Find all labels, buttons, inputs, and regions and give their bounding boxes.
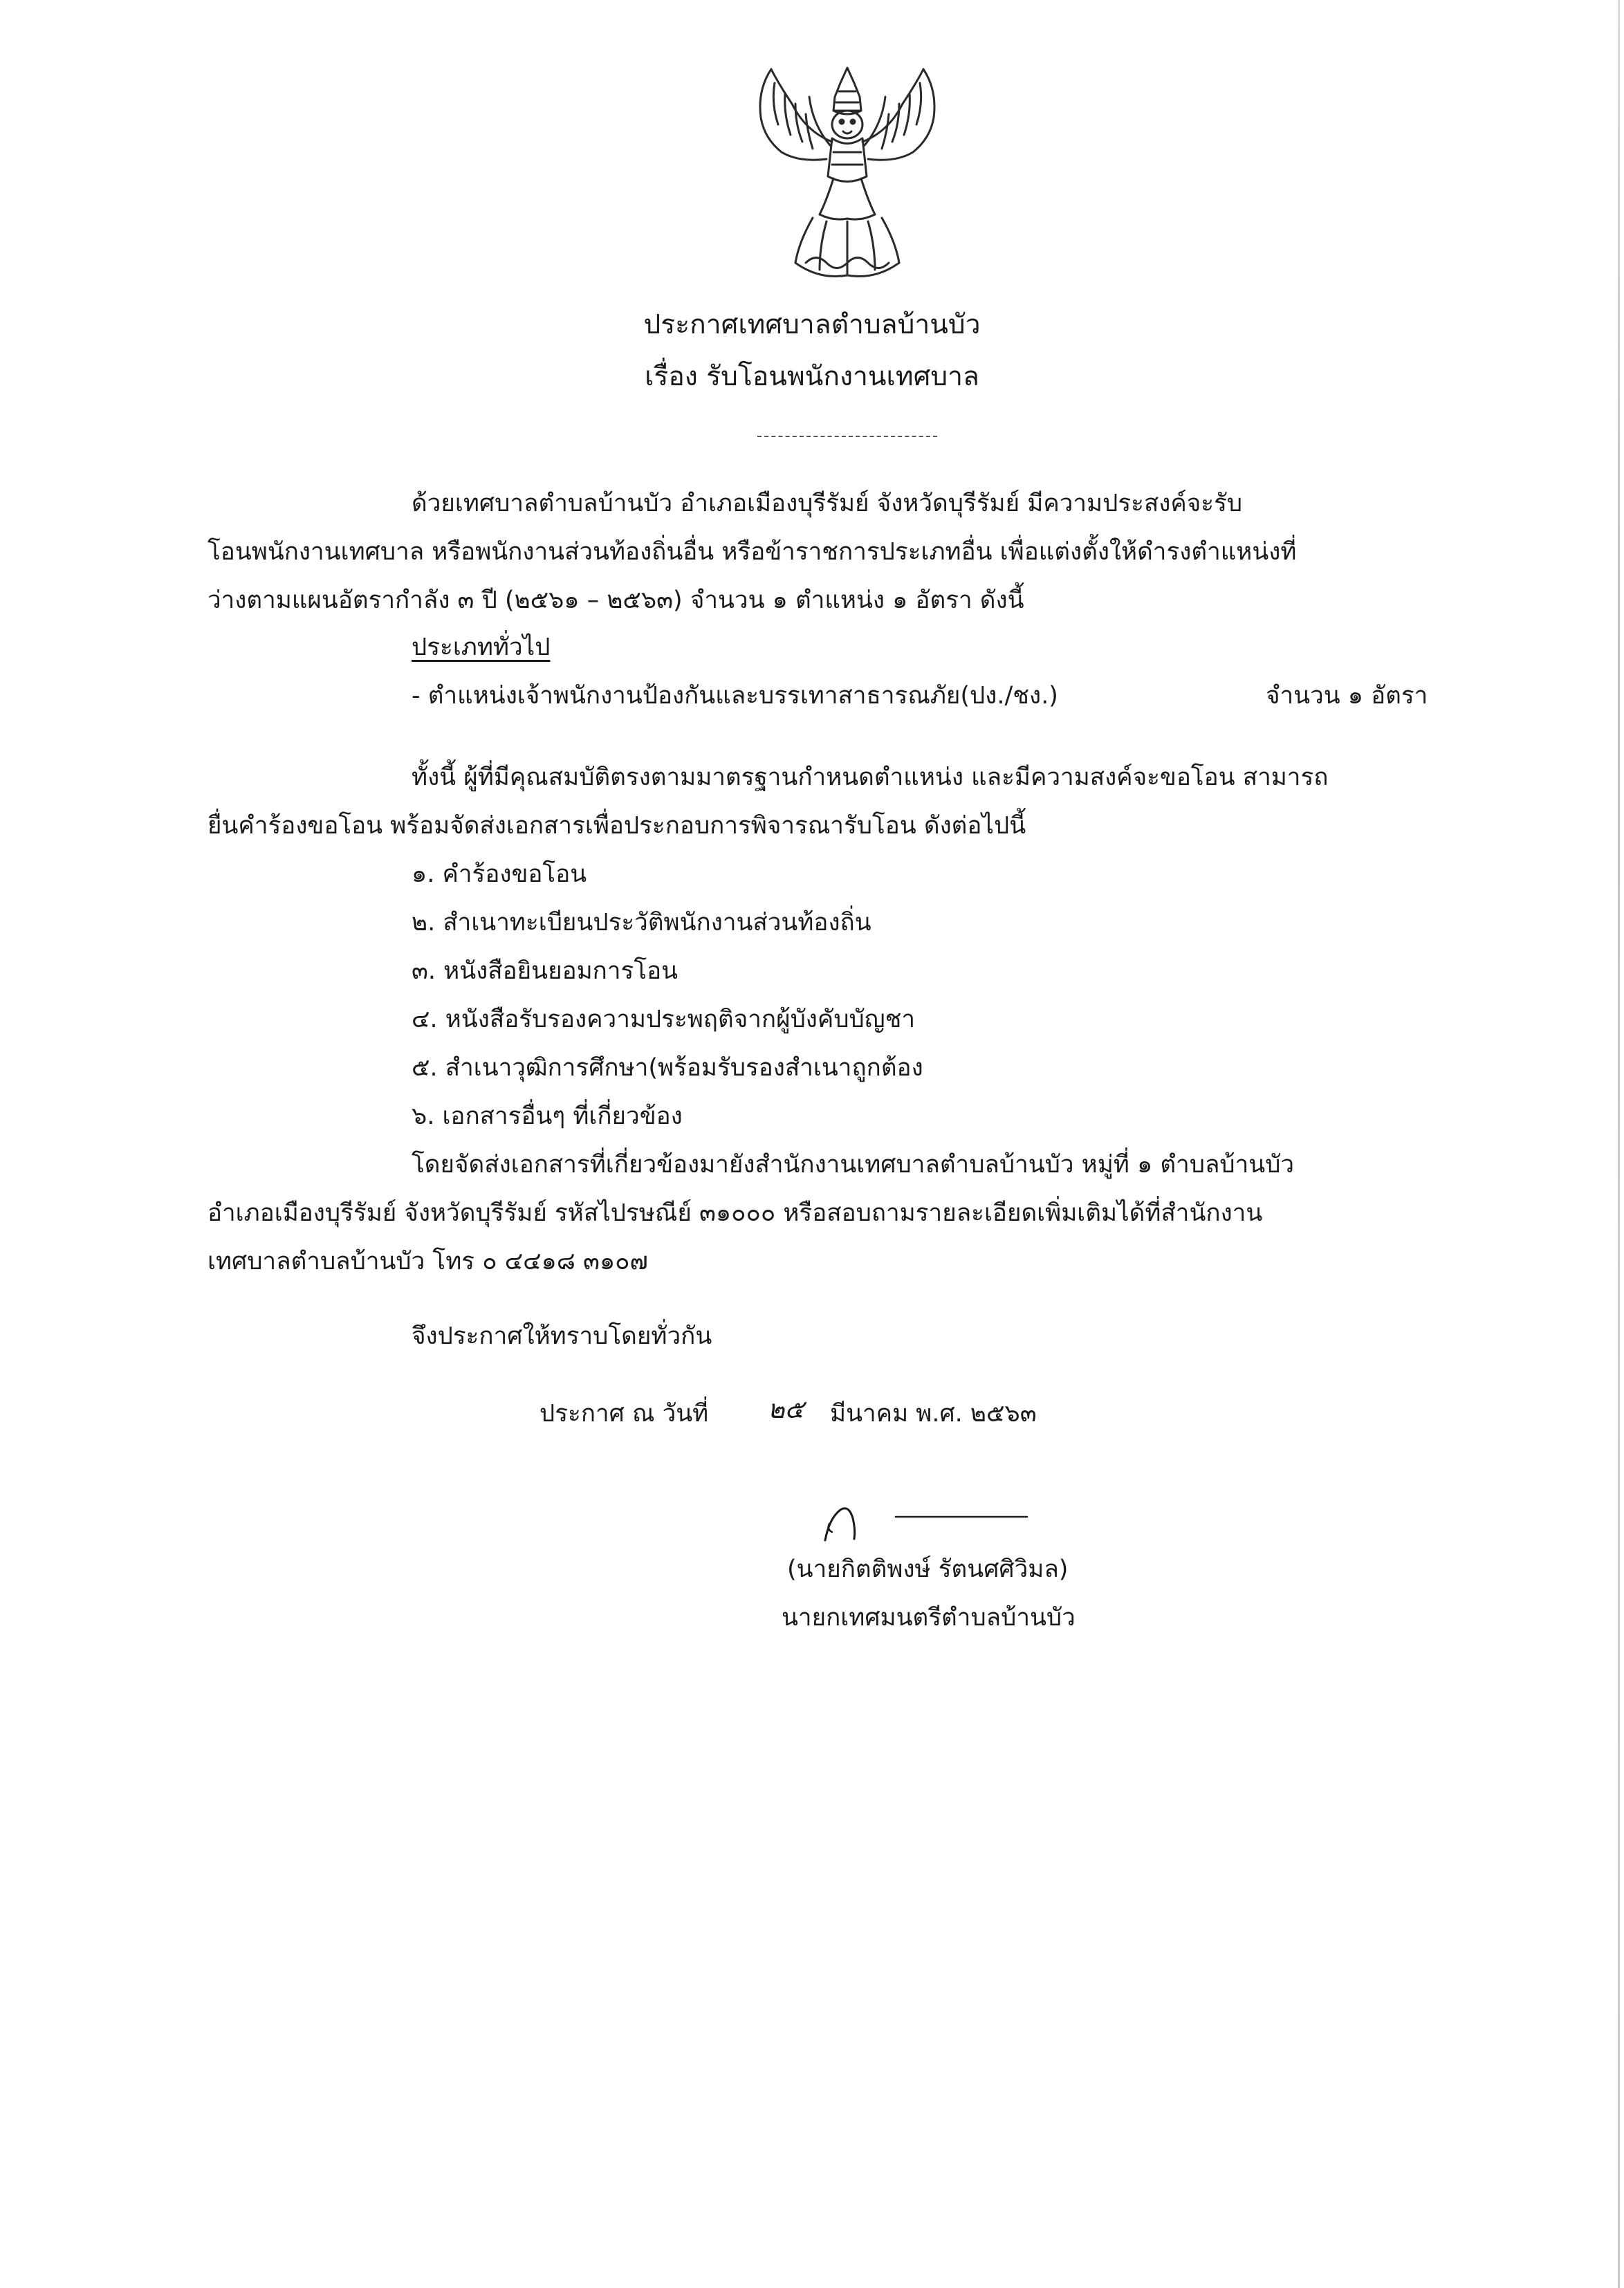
announcement-date-prefix: ประกาศ ณ วันที่ — [539, 1400, 709, 1428]
document-list-item: ๖. เอกสารอื่นๆ ที่เกี่ยวข้อง — [412, 1103, 683, 1130]
closing-announcement: จึงประกาศให้ทราบโดยทั่วกัน — [412, 1322, 712, 1350]
document-list-item: ๔. หนังสือรับรองความประพฤติจากผู้บังคับบัญชา — [412, 1006, 915, 1033]
intro-line-2: โอนพนักงานเทศบาล หรือพนักงานส่วนท้องถิ่นอื่น หรือข้าราชการประเภทอื่น เพื่อแต่งตั้งให้ดำรงตำแหน่งที่ — [207, 538, 1297, 566]
position-item: - ตำแหน่งเจ้าพนักงานป้องกันและบรรเทาสาธารณภัย(ปง./ชง.) — [412, 682, 1058, 710]
announcement-date-day: ๒๕ — [768, 1394, 804, 1424]
announcement-subject: เรื่อง รับโอนพนักงานเทศบาล — [645, 361, 979, 392]
signatory-name: (นายกิตติพงษ์ รัตนศศิวิมล) — [787, 1556, 1069, 1583]
title-divider — [757, 436, 937, 437]
document-list-item: ๒. สำเนาทะเบียนประวัติพนักงานส่วนท้องถิ่น — [412, 909, 871, 937]
document-list-item: ๓. หนังสือยินยอมการโอน — [412, 957, 679, 985]
category-heading: ประเภททั่วไป — [412, 634, 551, 661]
garuda-emblem-icon — [730, 55, 965, 284]
submission-line-2: อำเภอเมืองบุรีรัมย์ จังหวัดบุรีรัมย์ รหัสไปรษณีย์ ๓๑๐๐๐ หรือสอบถามรายละเอียดเพิ่มเติมได้ที่สำนักงาน — [207, 1199, 1263, 1227]
announcement-date-suffix: มีนาคม พ.ศ. ๒๕๖๓ — [830, 1400, 1037, 1428]
signatory-title: นายกเทศมนตรีตำบลบ้านบัว — [782, 1604, 1076, 1632]
position-amount: จำนวน ๑ อัตรา — [1266, 682, 1428, 710]
document-list-item: ๕. สำเนาวุฒิการศึกษา(พร้อมรับรองสำเนาถูกต้อง — [412, 1054, 923, 1082]
submission-line-3: เทศบาลตำบลบ้านบัว โทร ๐ ๔๔๑๘ ๓๑๐๗ — [207, 1248, 648, 1275]
requirements-line-1: ทั้งนี้ ผู้ที่มีคุณสมบัติตรงตามมาตรฐานกำหนดตำแหน่ง และมีความสงค์จะขอโอน สามารถ — [412, 764, 1329, 791]
signature-scribble-icon — [820, 1504, 1041, 1546]
announcement-title: ประกาศเทศบาลตำบลบ้านบัว — [643, 309, 981, 340]
requirements-line-2: ยื่นคำร้องขอโอน พร้อมจัดส่งเอกสารเพื่อประกอบการพิจารณารับโอน ดังต่อไปนี้ — [207, 812, 1026, 840]
document-list-item: ๑. คำร้องขอโอน — [412, 860, 587, 888]
intro-line-3: ว่างตามแผนอัตรากำลัง ๓ ปี (๒๕๖๑ – ๒๕๖๓) จำนวน ๑ ตำแหน่ง ๑ อัตรา ดังนี้ — [207, 587, 1024, 614]
submission-line-1: โดยจัดส่งเอกสารที่เกี่ยวข้องมายังสำนักงานเทศบาลตำบลบ้านบัว หมู่ที่ ๑ ตำบลบ้านบัว — [412, 1151, 1295, 1179]
intro-line-1: ด้วยเทศบาลตำบลบ้านบัว อำเภอเมืองบุรีรัมย์ จังหวัดบุรีรัมย์ มีความประสงค์จะรับ — [412, 490, 1243, 517]
